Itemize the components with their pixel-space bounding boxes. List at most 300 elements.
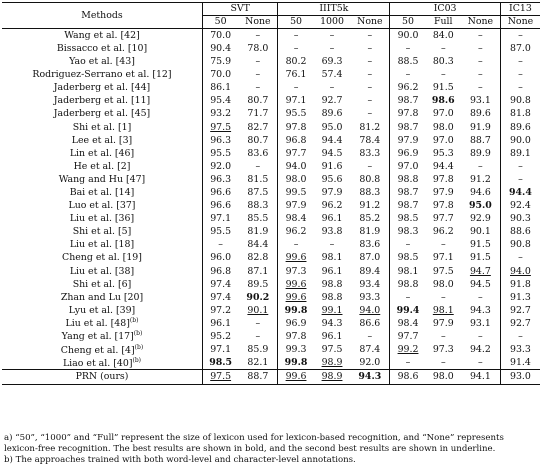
- value: 98.8: [397, 278, 419, 290]
- second-best-value: 99.6: [285, 278, 307, 290]
- best-value: 99.4: [396, 304, 420, 316]
- subcol-header: None: [461, 16, 501, 29]
- method-name: [2, 265, 202, 278]
- value: 98.5: [397, 213, 419, 225]
- result-cell: [426, 42, 461, 55]
- value: 88.5: [397, 56, 419, 68]
- table-row: [2, 278, 540, 291]
- result-cell: [350, 29, 390, 43]
- result-cell: [426, 81, 461, 94]
- result-cell: [314, 278, 351, 291]
- value: 97.0: [432, 134, 454, 146]
- result-cell: [390, 121, 426, 134]
- result-cell: [390, 291, 426, 304]
- footnote-marker: (b): [129, 317, 139, 325]
- result-cell: [426, 356, 461, 370]
- value: 98.8: [397, 173, 419, 185]
- value: 70.0: [210, 69, 232, 81]
- value: 95.0: [321, 121, 343, 133]
- table-row: [2, 356, 540, 370]
- result-cell: [426, 94, 461, 107]
- result-cell: [278, 317, 314, 330]
- result-cell: [314, 186, 351, 199]
- footnote-marker: (b): [133, 330, 143, 338]
- result-cell: [202, 212, 238, 225]
- result-cell: [202, 121, 238, 134]
- result-cell: [350, 68, 390, 81]
- result-cell: [202, 55, 238, 68]
- second-best-value: 99.2: [397, 344, 419, 356]
- note-a: a) “50”, “1000” and “Full” represent the size of lexicon used for lexicon-based recognition, and “None” represents lexicon-free recognition. The best results are shown in bold, and the second best results are shown in underline.: [4, 433, 504, 455]
- result-cell: [314, 134, 351, 147]
- result-cell: [238, 186, 278, 199]
- result-cell: [426, 134, 461, 147]
- result-cell: [202, 304, 238, 317]
- value: –: [255, 69, 261, 81]
- result-cell: [314, 330, 351, 343]
- result-cell: [390, 173, 426, 186]
- value: –: [518, 82, 523, 94]
- result-cell: [238, 343, 278, 356]
- value: 94.1: [469, 371, 491, 383]
- value: 94.4: [432, 160, 454, 172]
- method-label: Cheng et al. [19]: [62, 252, 142, 264]
- result-cell: [278, 29, 314, 43]
- value: –: [518, 331, 523, 342]
- value: –: [518, 29, 523, 41]
- result-cell: [390, 239, 426, 252]
- result-cell: [461, 81, 501, 94]
- result-cell: [238, 81, 278, 94]
- value: 83.6: [247, 147, 269, 159]
- subcol-header: None: [238, 16, 278, 29]
- result-cell: [426, 186, 461, 199]
- table-row: [2, 55, 540, 68]
- method-name: [2, 356, 202, 370]
- second-best-value: 94.0: [510, 265, 531, 277]
- result-cell: [278, 370, 314, 384]
- value: 78.4: [359, 134, 381, 146]
- table-row: [2, 343, 540, 356]
- value: 90.3: [510, 213, 531, 225]
- result-cell: [314, 147, 351, 160]
- result-cell: [350, 343, 390, 356]
- result-cell: [238, 212, 278, 225]
- result-cell: [314, 265, 351, 278]
- value: –: [440, 42, 446, 54]
- result-cell: [314, 29, 351, 43]
- result-cell: [238, 173, 278, 186]
- result-cell: [314, 304, 351, 317]
- best-value: 94.3: [358, 371, 382, 383]
- result-cell: [426, 225, 461, 238]
- value: 87.0: [359, 252, 381, 264]
- value: 94.4: [321, 134, 343, 146]
- result-cell: [238, 68, 278, 81]
- best-value: 95.0: [468, 200, 492, 212]
- value: 87.1: [247, 265, 269, 277]
- value: 97.7: [397, 331, 419, 342]
- value: 98.3: [397, 226, 419, 238]
- second-best-value: 99.6: [285, 291, 307, 303]
- value: –: [255, 56, 261, 68]
- method-name: [2, 94, 202, 107]
- value: 84.0: [432, 29, 454, 41]
- result-cell: [390, 81, 426, 94]
- result-cell: [500, 265, 540, 278]
- result-cell: [350, 81, 390, 94]
- result-cell: [350, 199, 390, 212]
- method-label: Liu et al. [18]: [69, 239, 135, 251]
- table-row: [2, 212, 540, 225]
- table-row: [2, 239, 540, 252]
- result-cell: [314, 317, 351, 330]
- value: 88.7: [247, 371, 269, 383]
- method-name: [2, 186, 202, 199]
- result-cell: [238, 225, 278, 238]
- method-name: [2, 252, 202, 265]
- value: –: [478, 42, 483, 54]
- result-cell: [202, 42, 238, 55]
- method-label: Yao et al. [43]: [69, 56, 135, 68]
- result-cell: [461, 29, 501, 43]
- value: 97.8: [285, 121, 307, 133]
- value: 95.5: [210, 147, 232, 159]
- result-cell: [278, 265, 314, 278]
- result-cell: [500, 42, 540, 55]
- value: 91.9: [469, 121, 491, 133]
- result-cell: [238, 291, 278, 304]
- value: 94.3: [321, 317, 343, 329]
- value: 76.1: [285, 69, 307, 81]
- value: 97.8: [432, 200, 454, 212]
- value: –: [405, 357, 411, 369]
- method-name: [2, 370, 202, 384]
- result-cell: [500, 55, 540, 68]
- result-cell: [314, 108, 351, 121]
- value: –: [518, 173, 523, 185]
- value: 93.1: [469, 95, 491, 107]
- value: 94.6: [469, 186, 491, 198]
- value: 95.6: [321, 173, 343, 185]
- second-best-value: 99.6: [285, 371, 307, 383]
- result-cell: [390, 343, 426, 356]
- result-cell: [278, 94, 314, 107]
- result-cell: [238, 252, 278, 265]
- result-cell: [500, 291, 540, 304]
- value: 84.4: [247, 239, 269, 251]
- value: 98.1: [321, 252, 343, 264]
- result-cell: [350, 291, 390, 304]
- result-cell: [350, 160, 390, 173]
- result-cell: [390, 29, 426, 43]
- result-cell: [500, 304, 540, 317]
- value: –: [329, 42, 335, 54]
- result-cell: [202, 356, 238, 370]
- method-label: Wang et al. [42]: [64, 29, 140, 41]
- value: 88.3: [359, 186, 381, 198]
- value: 97.9: [432, 186, 454, 198]
- value: –: [367, 160, 373, 172]
- value: 97.1: [210, 213, 232, 225]
- value: –: [255, 160, 261, 172]
- value: –: [405, 42, 411, 54]
- value: 83.6: [359, 239, 381, 251]
- result-cell: [350, 225, 390, 238]
- method-name: [2, 330, 202, 343]
- value: 88.6: [510, 226, 531, 238]
- value: 96.6: [210, 186, 232, 198]
- result-cell: [278, 199, 314, 212]
- value: 96.9: [397, 147, 419, 159]
- second-best-value: 98.9: [321, 371, 343, 383]
- value: 82.1: [247, 357, 269, 369]
- method-label: Bissacco et al. [10]: [56, 42, 148, 54]
- value: –: [478, 29, 483, 41]
- result-cell: [314, 356, 351, 370]
- second-best-value: 99.6: [285, 252, 307, 264]
- value: 97.7: [285, 147, 307, 159]
- result-cell: [350, 317, 390, 330]
- result-cell: [238, 108, 278, 121]
- value: 99.3: [285, 344, 307, 356]
- value: 96.3: [210, 134, 232, 146]
- result-cell: [390, 94, 426, 107]
- value: 98.1: [397, 265, 419, 277]
- result-cell: [426, 239, 461, 252]
- value: –: [518, 252, 523, 264]
- value: 98.8: [321, 278, 343, 290]
- value: 89.6: [469, 108, 491, 120]
- result-cell: [350, 42, 390, 55]
- method-label: Shi et al. [6]: [72, 278, 132, 290]
- result-cell: [278, 121, 314, 134]
- result-cell: [314, 225, 351, 238]
- result-cell: [390, 199, 426, 212]
- result-cell: [461, 291, 501, 304]
- value: –: [478, 331, 483, 342]
- result-cell: [202, 147, 238, 160]
- result-cell: [238, 94, 278, 107]
- result-cell: [390, 370, 426, 384]
- result-cell: [461, 239, 501, 252]
- value: 91.2: [359, 200, 381, 212]
- value: 96.8: [210, 265, 232, 277]
- result-cell: [500, 212, 540, 225]
- result-cell: [314, 160, 351, 173]
- result-cell: [238, 330, 278, 343]
- value: 80.8: [359, 173, 381, 185]
- value: –: [367, 331, 373, 342]
- value: –: [367, 29, 373, 41]
- value: 97.3: [285, 265, 307, 277]
- result-cell: [202, 370, 238, 384]
- value: 98.6: [397, 371, 419, 383]
- table-row: [2, 134, 540, 147]
- best-value: 98.5: [209, 357, 233, 369]
- value: –: [478, 357, 483, 369]
- footnote-marker: (b): [134, 343, 144, 351]
- table-row: [2, 121, 540, 134]
- result-cell: [202, 29, 238, 43]
- value: 89.6: [321, 108, 343, 120]
- value: 70.0: [210, 29, 232, 41]
- method-label: Jaderberg et al. [44]: [53, 82, 151, 94]
- result-cell: [426, 317, 461, 330]
- result-cell: [426, 370, 461, 384]
- result-cell: [500, 330, 540, 343]
- value: 80.2: [285, 56, 307, 68]
- value: –: [478, 291, 483, 303]
- value: 89.6: [510, 121, 531, 133]
- result-cell: [390, 147, 426, 160]
- value: 96.2: [285, 226, 307, 238]
- value: 98.0: [285, 173, 307, 185]
- value: 90.8: [510, 239, 531, 251]
- results-table: [2, 2, 540, 385]
- value: 85.5: [247, 213, 269, 225]
- result-cell: [461, 134, 501, 147]
- result-cell: [426, 265, 461, 278]
- result-cell: [500, 147, 540, 160]
- value: –: [329, 239, 335, 251]
- result-cell: [426, 330, 461, 343]
- result-cell: [426, 212, 461, 225]
- method-name: [2, 317, 202, 330]
- value: 78.0: [247, 42, 269, 54]
- value: 98.0: [432, 371, 454, 383]
- result-cell: [350, 173, 390, 186]
- value: 93.0: [510, 371, 531, 383]
- result-cell: [278, 304, 314, 317]
- method-name: [2, 239, 202, 252]
- value: 97.4: [210, 278, 232, 290]
- value: –: [518, 56, 523, 68]
- header-row-groups: [2, 3, 540, 16]
- result-cell: [500, 81, 540, 94]
- result-cell: [314, 212, 351, 225]
- value: 97.7: [432, 213, 454, 225]
- value: 81.9: [359, 226, 381, 238]
- method-name: [2, 68, 202, 81]
- result-cell: [202, 291, 238, 304]
- value: 97.1: [285, 95, 307, 107]
- value: 92.0: [359, 357, 381, 369]
- result-cell: [461, 278, 501, 291]
- result-cell: [238, 42, 278, 55]
- result-cell: [350, 108, 390, 121]
- method-label: Cheng et al. [4]: [60, 344, 135, 356]
- table-row: [2, 317, 540, 330]
- result-cell: [426, 121, 461, 134]
- table-row: [2, 304, 540, 317]
- value: 89.5: [247, 278, 269, 290]
- result-cell: [500, 134, 540, 147]
- value: 98.5: [397, 252, 419, 264]
- method-name: [2, 160, 202, 173]
- value: 81.2: [359, 121, 381, 133]
- method-label: Luo et al. [37]: [68, 200, 136, 212]
- table-row: [2, 291, 540, 304]
- method-name: [2, 42, 202, 55]
- result-cell: [426, 173, 461, 186]
- result-cell: [202, 199, 238, 212]
- value: 85.2: [359, 213, 381, 225]
- result-cell: [238, 160, 278, 173]
- value: 87.0: [510, 42, 531, 54]
- value: 97.9: [321, 186, 343, 198]
- value: 88.3: [247, 200, 269, 212]
- value: 86.6: [359, 317, 381, 329]
- value: 98.7: [397, 121, 419, 133]
- value: 94.5: [469, 278, 491, 290]
- result-cell: [390, 265, 426, 278]
- result-cell: [202, 68, 238, 81]
- result-cell: [278, 160, 314, 173]
- table-row: [2, 199, 540, 212]
- result-cell: [426, 160, 461, 173]
- table-notes: [4, 433, 538, 467]
- value: 69.3: [321, 56, 343, 68]
- value: 93.4: [359, 278, 381, 290]
- result-cell: [350, 356, 390, 370]
- result-cell: [314, 291, 351, 304]
- value: 98.8: [321, 291, 343, 303]
- result-cell: [426, 343, 461, 356]
- group-header-iiit5k: IIIT5k: [278, 3, 390, 16]
- value: 98.0: [432, 121, 454, 133]
- value: 96.1: [321, 331, 343, 342]
- value: –: [255, 82, 261, 94]
- result-cell: [278, 291, 314, 304]
- method-label: Rodriguez-Serrano et al. [12]: [32, 69, 172, 81]
- result-cell: [350, 212, 390, 225]
- table-row: [2, 252, 540, 265]
- value: 90.8: [510, 95, 531, 107]
- result-cell: [461, 199, 501, 212]
- result-cell: [278, 225, 314, 238]
- result-cell: [390, 55, 426, 68]
- value: 94.3: [469, 304, 491, 316]
- value: 97.8: [397, 108, 419, 120]
- method-name: [2, 225, 202, 238]
- value: 80.7: [247, 95, 269, 107]
- value: 90.0: [510, 134, 531, 146]
- method-label: Shi et al. [1]: [72, 121, 132, 133]
- value: –: [405, 291, 411, 303]
- result-cell: [278, 147, 314, 160]
- value: –: [367, 69, 373, 81]
- table-row: [2, 147, 540, 160]
- result-cell: [202, 186, 238, 199]
- result-cell: [390, 212, 426, 225]
- result-cell: [278, 343, 314, 356]
- value: 96.2: [397, 82, 419, 94]
- result-cell: [426, 29, 461, 43]
- best-value: 94.4: [509, 186, 532, 198]
- result-cell: [278, 278, 314, 291]
- method-label: Liao et al. [40]: [62, 357, 133, 369]
- value: 97.0: [397, 160, 419, 172]
- result-cell: [500, 278, 540, 291]
- value: 98.0: [432, 278, 454, 290]
- result-cell: [461, 343, 501, 356]
- value: 95.5: [285, 108, 307, 120]
- value: –: [478, 56, 483, 68]
- result-cell: [390, 304, 426, 317]
- value: –: [518, 160, 523, 172]
- result-cell: [390, 225, 426, 238]
